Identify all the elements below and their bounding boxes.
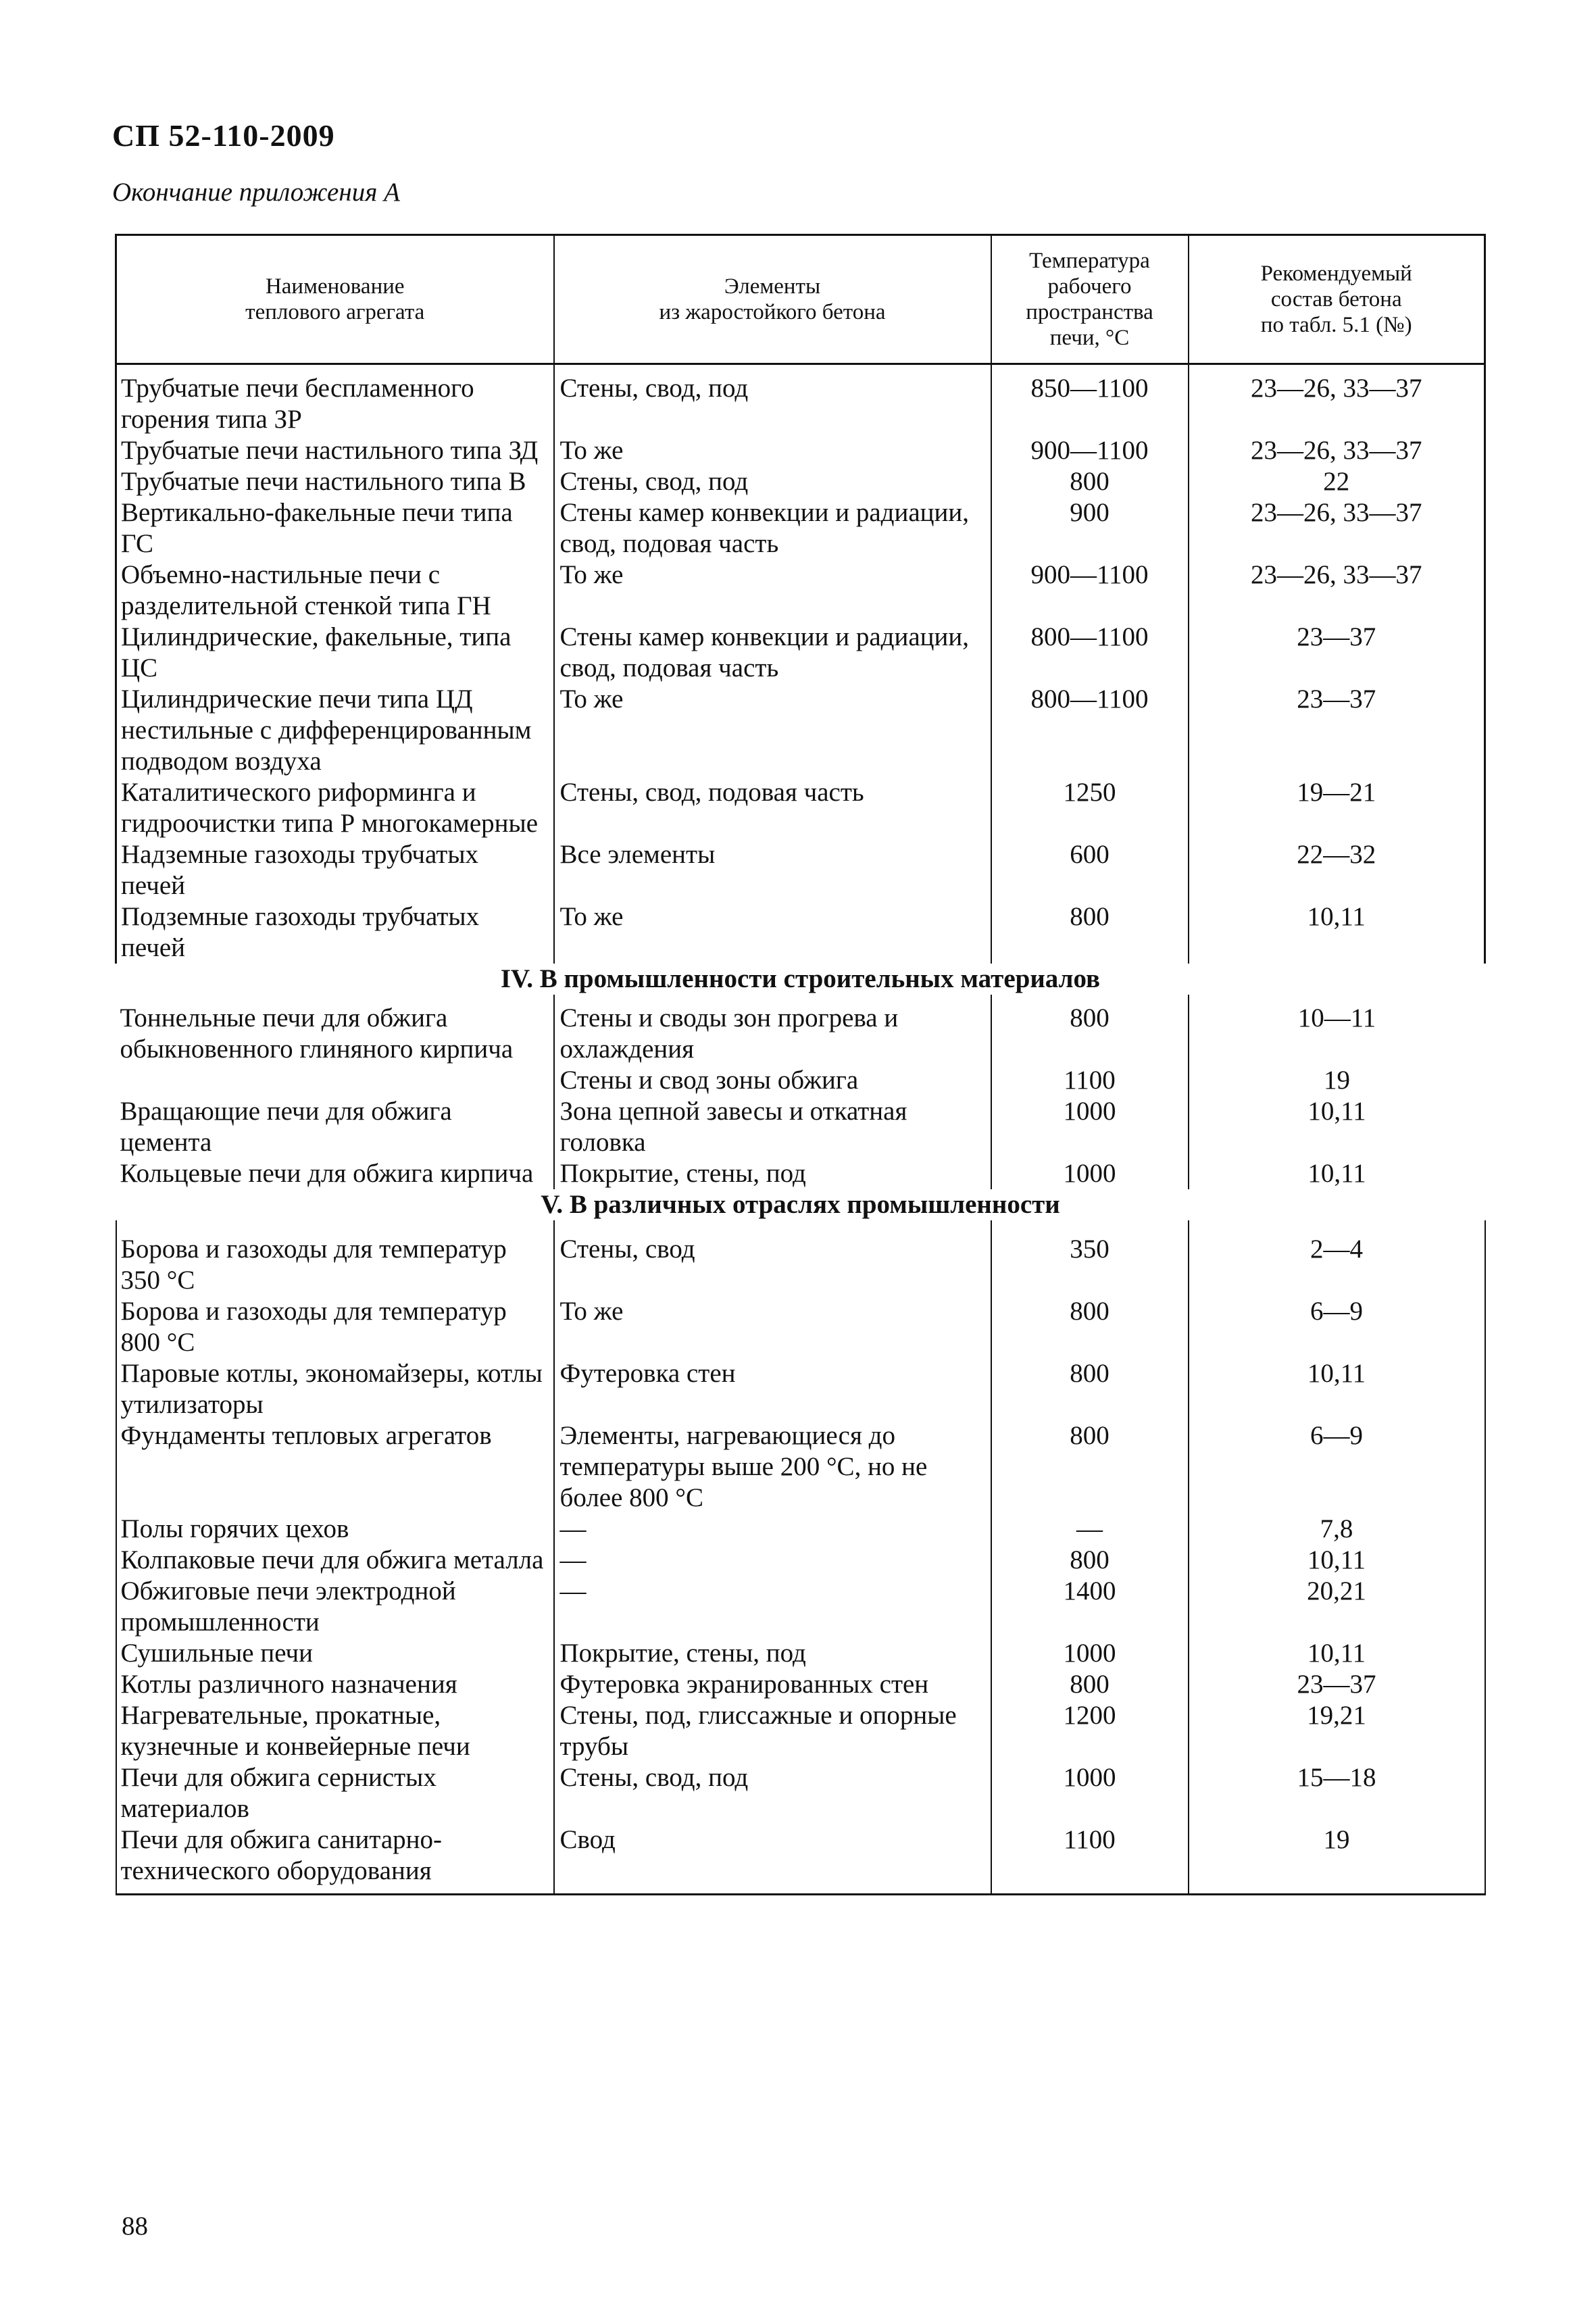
- section-heading-various-industries: [116, 1189, 1485, 1220]
- cell-unit: Печи для обжига санитарно-технического оборудования: [116, 1824, 554, 1895]
- cell-temperature: 900—1100: [991, 435, 1189, 466]
- cell-temperature: 1000: [991, 1158, 1189, 1189]
- cell-elements: Стены камер конвекции и радиации, свод, подовая часть: [554, 497, 991, 559]
- table-row: [116, 1669, 1485, 1700]
- cell-temperature: 800: [991, 1420, 1189, 1514]
- cell-elements: Стены, свод, под: [554, 364, 991, 436]
- cell-temperature: 1000: [991, 1096, 1189, 1158]
- cell-unit: Подземные газоходы трубчатых печей: [116, 901, 554, 964]
- cell-temperature: 1250: [991, 777, 1189, 839]
- cell-unit: Вертикально-факельные печи типа ГС: [116, 497, 554, 559]
- cell-unit: Цилиндрические, факельные, типа ЦС: [116, 622, 554, 684]
- document-code: СП 52-110-2009: [112, 118, 335, 153]
- section-title: IV. В промышленности строительных материалов: [500, 964, 1101, 993]
- cell-unit: Борова и газоходы для температур 800 °С: [116, 1296, 554, 1358]
- cell-unit: Тоннельные печи для обжига обыкновенного глиняного кирпича: [120, 1003, 514, 1064]
- cell-unit: Обжиговые печи электродной промышленности: [116, 1576, 554, 1638]
- cell-temperature: 850—1100: [991, 364, 1189, 436]
- appendix-subtitle: Окончание приложения А: [112, 178, 400, 207]
- cell-unit: Вращающие печи для обжига цемента: [120, 1097, 452, 1157]
- cell-unit: Трубчатые печи настильного типа ЗД: [116, 435, 554, 466]
- cell-composition: 23—26, 33—37: [1189, 559, 1485, 622]
- cell-elements: Стены и свод зоны обжига: [554, 1065, 991, 1096]
- cell-temperature: 1100: [991, 1065, 1189, 1096]
- cell-composition: 2—4: [1189, 1220, 1485, 1296]
- cell-composition: 23—26, 33—37: [1189, 435, 1485, 466]
- table-row: [116, 1420, 1485, 1514]
- cell-elements: То же: [554, 1296, 991, 1358]
- cell-composition: 6—9: [1189, 1420, 1485, 1514]
- cell-composition: 10,11: [1189, 1096, 1485, 1158]
- cell-composition: 10,11: [1189, 1545, 1485, 1576]
- cell-unit: Надземные газоходы трубчатых печей: [116, 839, 554, 901]
- cell-temperature: 800: [991, 1545, 1189, 1576]
- section-title: V. В различных отраслях промышленности: [541, 1190, 1060, 1219]
- cell-elements: Стены, свод: [554, 1220, 991, 1296]
- cell-temperature: 1000: [991, 1638, 1189, 1669]
- table-row: [116, 777, 1485, 839]
- cell-elements: Стены, под, глиссажные и опорные трубы: [554, 1700, 991, 1762]
- cell-unit: Полы горячих цехов: [116, 1514, 554, 1545]
- table-row: [116, 1824, 1485, 1895]
- cell-temperature: 1100: [991, 1824, 1189, 1895]
- page-number: 88: [122, 2212, 148, 2241]
- cell-elements: Покрытие, стены, под: [554, 1638, 991, 1669]
- cell-composition: 10,11: [1189, 901, 1485, 964]
- table-row: [116, 1700, 1485, 1762]
- cell-composition: 10,11: [1189, 1358, 1485, 1420]
- cell-elements: Стены и своды зон прогрева и охлаждения: [554, 995, 991, 1065]
- cell-composition: 22—32: [1189, 839, 1485, 901]
- table-row: [116, 1220, 1485, 1296]
- cell-unit: Нагревательные, прокатные, кузнечные и конвейерные печи: [116, 1700, 554, 1762]
- cell-composition: 19,21: [1189, 1700, 1485, 1762]
- cell-composition: 7,8: [1189, 1514, 1485, 1545]
- cell-unit: [116, 1065, 554, 1096]
- cell-temperature: 800—1100: [991, 684, 1189, 777]
- cell-temperature: 800: [991, 1296, 1189, 1358]
- cell-composition: 19—21: [1189, 777, 1485, 839]
- cell-elements: То же: [554, 559, 991, 622]
- table-row: [116, 1638, 1485, 1669]
- cell-composition: 23—37: [1189, 1669, 1485, 1700]
- table-row: [116, 995, 1485, 1065]
- cell-composition: 19: [1189, 1065, 1485, 1096]
- cell-temperature: 800—1100: [991, 622, 1189, 684]
- cell-composition: 10,11: [1189, 1638, 1485, 1669]
- column-header-composition: Рекомендуемый состав бетона по табл. 5.1 (№): [1189, 235, 1485, 364]
- table-row: [116, 1358, 1485, 1420]
- cell-composition: 15—18: [1189, 1762, 1485, 1824]
- cell-temperature: 800: [991, 1358, 1189, 1420]
- cell-composition: 23—26, 33—37: [1189, 364, 1485, 436]
- table-row: [116, 1296, 1485, 1358]
- table-row: [116, 901, 1485, 964]
- cell-temperature: 900: [991, 497, 1189, 559]
- cell-unit: Трубчатые печи настильного типа В: [116, 466, 554, 497]
- column-header-unit: Наименование теплового агрегата: [116, 235, 554, 364]
- cell-temperature: 350: [991, 1220, 1189, 1296]
- cell-elements: Покрытие, стены, под: [554, 1158, 991, 1189]
- table-row: [116, 1576, 1485, 1638]
- cell-temperature: 1000: [991, 1762, 1189, 1824]
- table-row: [116, 559, 1485, 622]
- table-row: [116, 1065, 1485, 1096]
- cell-elements: Все элементы: [554, 839, 991, 901]
- cell-elements: —: [554, 1576, 991, 1638]
- cell-composition: 20,21: [1189, 1576, 1485, 1638]
- section-heading-building-materials: [116, 964, 1485, 995]
- table-row: [116, 1158, 1485, 1189]
- table-row: [116, 466, 1485, 497]
- cell-temperature: 800: [991, 901, 1189, 964]
- cell-composition: 19: [1189, 1824, 1485, 1895]
- cell-elements: Свод: [554, 1824, 991, 1895]
- cell-temperature: 800: [991, 1669, 1189, 1700]
- cell-elements: То же: [554, 901, 991, 964]
- cell-composition: 22: [1189, 466, 1485, 497]
- table-row: [116, 684, 1485, 777]
- cell-composition: 6—9: [1189, 1296, 1485, 1358]
- cell-unit: Паровые котлы, экономайзеры, котлы утилизаторы: [116, 1358, 554, 1420]
- cell-elements: Стены камер конвекции и радиации, свод, подовая часть: [554, 622, 991, 684]
- table-row: [116, 497, 1485, 559]
- cell-temperature: 1400: [991, 1576, 1189, 1638]
- cell-elements: То же: [554, 684, 991, 777]
- cell-elements: —: [554, 1514, 991, 1545]
- column-header-temperature: Температура рабочего пространства печи, °С: [991, 235, 1189, 364]
- cell-elements: Зона цепной завесы и откатная головка: [554, 1096, 991, 1158]
- cell-composition: 23—26, 33—37: [1189, 497, 1485, 559]
- cell-temperature: 600: [991, 839, 1189, 901]
- table-row: [116, 622, 1485, 684]
- cell-temperature: 1200: [991, 1700, 1189, 1762]
- cell-temperature: 800: [991, 466, 1189, 497]
- cell-elements: Футеровка стен: [554, 1358, 991, 1420]
- table-row: [116, 435, 1485, 466]
- cell-elements: —: [554, 1545, 991, 1576]
- cell-unit: Трубчатые печи беспламенного горения типа ЗР: [116, 364, 554, 436]
- cell-unit: Кольцевые печи для обжига кирпича: [120, 1159, 534, 1188]
- cell-elements: Элементы, нагревающиеся до температуры выше 200 °С, но не более 800 °С: [554, 1420, 991, 1514]
- cell-elements: Стены, свод, под: [554, 1762, 991, 1824]
- cell-unit: Фундаменты тепловых агрегатов: [116, 1420, 554, 1514]
- table-header-row: [116, 235, 1485, 364]
- cell-temperature: —: [991, 1514, 1189, 1545]
- cell-elements: То же: [554, 435, 991, 466]
- cell-unit: Каталитического риформинга и гидроочистки типа Р многокамерные: [116, 777, 554, 839]
- cell-unit: Колпаковые печи для обжига металла: [116, 1545, 554, 1576]
- table-row: [116, 1762, 1485, 1824]
- cell-composition: 10,11: [1189, 1158, 1485, 1189]
- cell-elements: Футеровка экранированных стен: [554, 1669, 991, 1700]
- table-row: [116, 1096, 1485, 1158]
- cell-composition: 23—37: [1189, 622, 1485, 684]
- cell-unit: Цилиндрические печи типа ЦД нестильные с дифференцированным подводом воздуха: [116, 684, 554, 777]
- cell-elements: Стены, свод, подовая часть: [554, 777, 991, 839]
- cell-composition: 10—11: [1189, 995, 1485, 1065]
- furnace-concrete-table: [115, 234, 1486, 1895]
- cell-temperature: 900—1100: [991, 559, 1189, 622]
- table-row: [116, 364, 1485, 436]
- cell-composition: 23—37: [1189, 684, 1485, 777]
- cell-temperature: 800: [991, 995, 1189, 1065]
- table-row: [116, 1545, 1485, 1576]
- cell-unit: Объемно-настильные печи с разделительной стенкой типа ГН: [116, 559, 554, 622]
- cell-unit: Сушильные печи: [116, 1638, 554, 1669]
- cell-unit: Печи для обжига сернистых материалов: [116, 1762, 554, 1824]
- table-row: [116, 839, 1485, 901]
- column-header-elements: Элементы из жаростойкого бетона: [554, 235, 991, 364]
- cell-elements: Стены, свод, под: [554, 466, 991, 497]
- cell-unit: Котлы различного назначения: [116, 1669, 554, 1700]
- table-row: [116, 1514, 1485, 1545]
- cell-unit: Борова и газоходы для температур 350 °С: [116, 1220, 554, 1296]
